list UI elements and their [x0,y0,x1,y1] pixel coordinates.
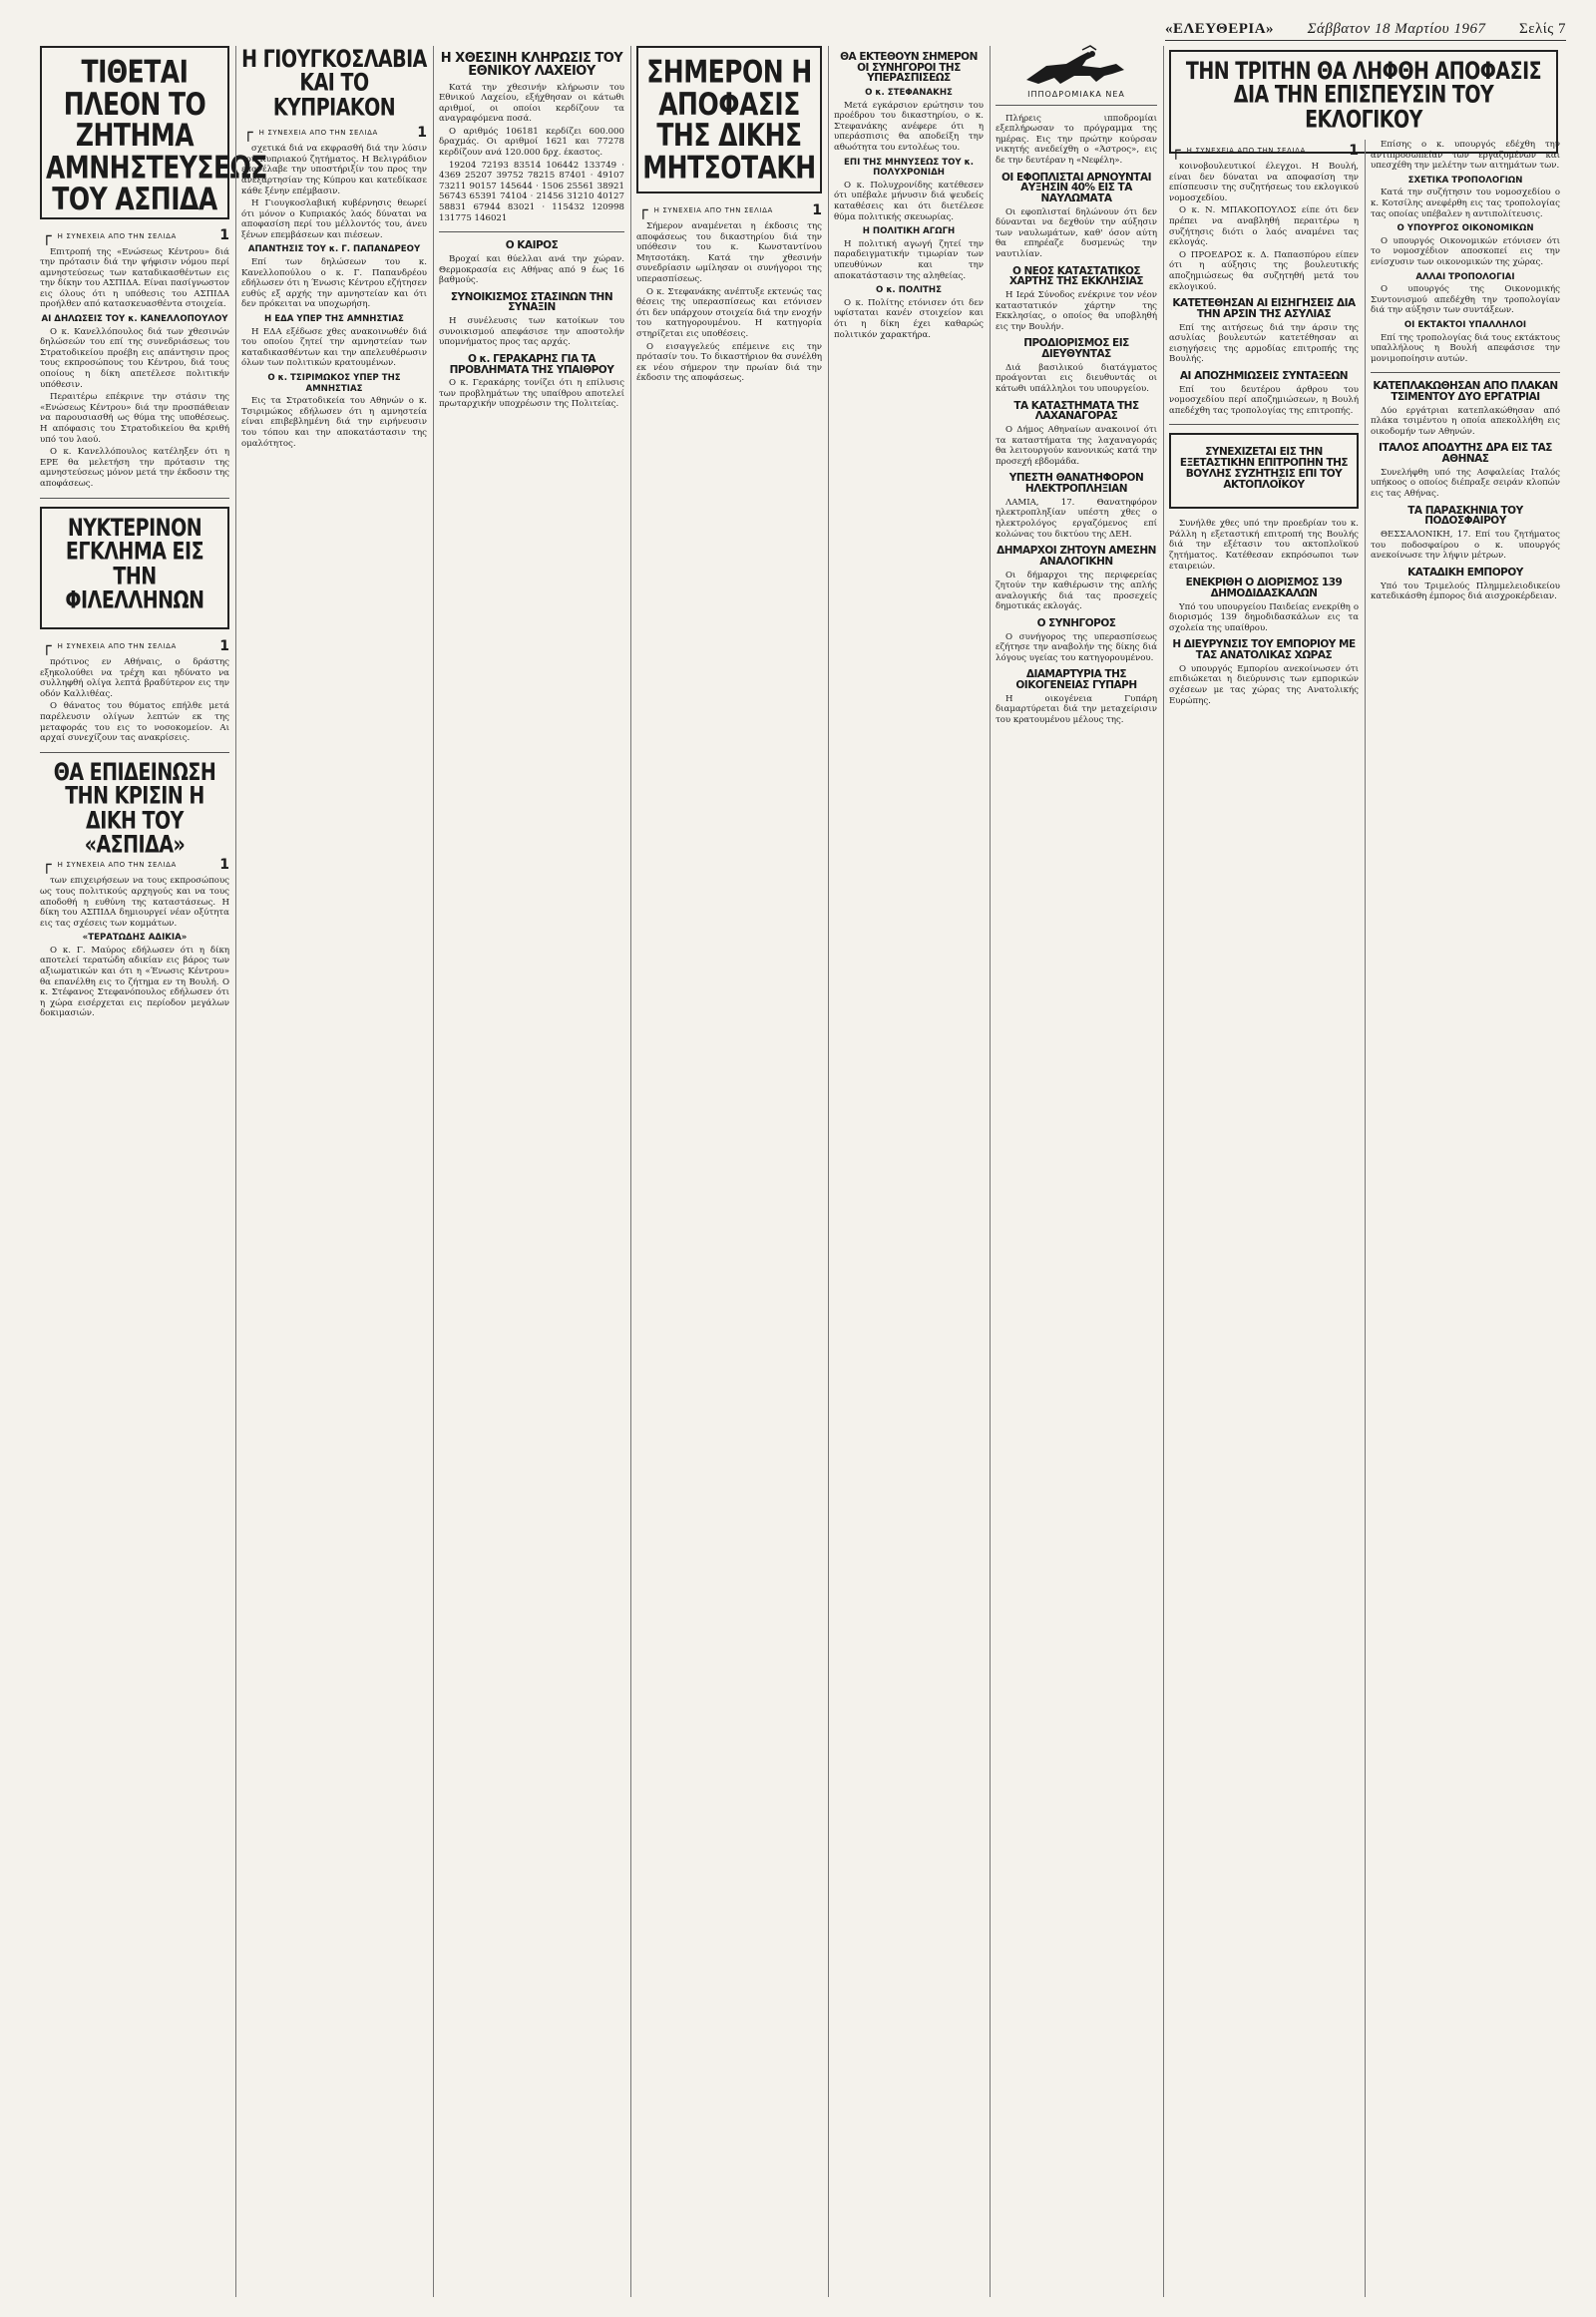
electoral-headline-box [1169,50,1558,154]
continued-label: Η ΣΥΝΕΧΕΙΑ ΑΠΟ ΤΗΝ ΣΕΛΙΔΑ [57,231,177,240]
article-paragraph: Επί της αιτήσεως διά την άρσιν της ασυλίας βουλευτών κατετέθησαν αι εισηγήσεις της αρμοδίας επιτροπής της Βουλής. [1169,322,1359,365]
teachers-headline: ΕΝΕΚΡΙΘΗ Ο ΔΙΟΡΙΣΜΟΣ 139 ΔΗΜΟΔΙΔΑΣΚΑΛΩΝ [1185,577,1343,599]
article-subhead: ΣΧΕΤΙΚΑ ΤΡΟΠΟΛΟΓΙΩΝ [1407,175,1523,186]
settlement-headline: ΣΥΝΟΙΚΙΣΜΟΣ ΣΤΑΣΙΝΩΝ ΤΗΝ ΣΥΝΑΞΙΝ [450,290,613,314]
article-paragraph: Η συνέλευσις των κατοίκων του συνοικισμού απεφάσισε την αποστολήν υπομνήματος προς τας αρχάς. [439,316,624,348]
article-subhead: ΑΛΛΑΙ ΤΡΟΠΟΛΟΓΙΑΙ [1415,271,1515,282]
continued-from [42,855,229,875]
column-2 [241,46,427,2297]
separator [1169,424,1359,425]
article-subhead: Η ΠΟΛΙΤΙΚΗ ΑΓΩΓΗ [862,226,956,237]
article-subhead: Ο ΥΠΟΥΡΓΟΣ ΟΙΚΟΝΟΜΙΚΩΝ [1396,223,1534,234]
continued-from [243,123,427,143]
column-5 [834,46,984,2297]
weather-headline: Ο ΚΑΙΡΟΣ [505,239,559,252]
masthead [1165,18,1566,41]
separator [439,231,624,232]
article-paragraph: Η οικογένεια Γυπάρη διαμαρτύρεται διά την μεταχείρισιν του κρατουμένου μέλους της. [996,693,1157,726]
article-paragraph: Συνελήφθη υπό της Ασφαλείας Ιταλός υπήκοος ο οποίος διέπραξε σειράν κλοπών εις τας Αθήνας. [1371,467,1560,500]
article-paragraph: Ο υπουργός Εμπορίου ανεκοίνωσεν ότι επιδιώκεται η διεύρυνσις των εμπορικών σχέσεων με τας χώρας της Ανατολικής Ευρώπης. [1169,663,1359,706]
continued-from [1171,141,1359,160]
continued-from [638,200,822,219]
continued-label: Η ΣΥΝΕΧΕΙΑ ΑΠΟ ΤΗΝ ΣΕΛΙΔΑ [57,642,177,651]
mayors-headline: ΔΗΜΑΡΧΟΙ ΖΗΤΟΥΝ ΑΜΕΣΗΝ ΑΝΑΛΟΓΙΚΗΝ [997,545,1156,568]
article-paragraph: Δύο εργάτριαι κατεπλακώθησαν από πλάκα τσιμέντου η οποία απεκολλήθη εις οικοδομήν των Αθηνών. [1371,405,1560,437]
article-paragraph: Υπό του υπουργείου Παιδείας ενεκρίθη ο διορισμός 139 δημοδιδασκάλων εις τα σχολεία της υπαίθρου. [1169,601,1359,633]
amnesty-headline: ΤΙΘΕΤΑΙ ΠΛΕΟΝ ΤΟ ΖΗΤΗΜΑ ΑΜΝΗΣΤΕΥΣΕΩΣ ΤΟΥ ΑΣΠΙΔΑ [46,53,267,217]
trade-headline: Η ΔΙΕΥΡΥΝΣΙΣ ΤΟΥ ΕΜΠΟΡΙΟΥ ΜΕ ΤΑΣ ΑΝΑΤΟΛΙΚΑΣ ΧΩΡΑΣ [1172,638,1356,662]
article-paragraph: Βροχαί και θύελλαι ανά την χώραν. Θερμοκρασία εις Αθήνας από 9 έως 16 βαθμούς. [439,253,624,286]
article-paragraph: Ο ΠΡΟΕΔΡΟΣ κ. Δ. Παπασπύρου είπεν ότι η αύξησις της βουλευτικής αποζημιώσεως θα συζητηθή μετά του εκλογικού. [1169,249,1359,292]
mitsotakis-headline: ΣΗΜΕΡΟΝ Η ΑΠΟΦΑΣΙΣ ΤΗΣ ΔΙΚΗΣ ΜΗΤΣΟΤΑΚΗ [642,53,816,186]
continued-label: Η ΣΥΝΕΧΕΙΑ ΑΠΟ ΤΗΝ ΣΕΛΙΔΑ [1186,147,1306,155]
lottery-headline: Η ΧΘΕΣΙΝΗ ΚΛΗΡΩΣΙΣ ΤΟΥ ΕΘΝΙΚΟΥ ΛΑΧΕΙΟΥ [440,51,623,80]
continued-bracket: ┌ [243,123,253,143]
separator [1371,372,1560,373]
column-rule [433,46,434,2297]
article-paragraph: Ο συνήγορος της υπερασπίσεως εζήτησε την αναβολήν της δίκης διά λόγους υγείας του κατηγορουμένου. [996,631,1157,663]
horse-racing-logo [996,46,1157,106]
article-paragraph: Σήμερον αναμένεται η έκδοσις της αποφάσεως του δικαστηρίου διά την υπόθεσιν του κ. Κωνσταντίνου Μητσοτάκη. Κατά την χθεσινήν συνεδρίασιν ωμίλησαν οι συνήγοροι της υπερασπίσεως. [636,221,822,284]
article-subhead: Ο κ. ΠΟΛΙΤΗΣ [876,285,942,296]
article-paragraph: σχετικά διά να εκφρασθή διά την λύσιν του Κυπριακού ζητήματος. Η Βελιγράδιον επανέλαβε την υποστήριξίν του προς την ανεξαρτησίαν της Κύπρου και κατεδίκασε κάθε ξένην επέμβασιν. [241,144,427,196]
column-rule [828,46,829,2297]
article-paragraph: Πλήρεις ιπποδρομίαι εξεπλήρωσαν το πρόγραμμα της ημέρας. Εις την πρώτην κούρσαν νικητής ανεδείχθη ο «Άστρος», εις δε την δευτέραν η «Νεφέλη». [996,113,1157,166]
cement-accident-headline: ΚΑΤΕΠΛΑΚΩΘΗΣΑΝ ΑΠΟ ΠΛΑΚΑΝ ΤΣΙΜΕΝΤΟΥ ΔΥΟ ΕΡΓΑΤΡΙΑΙ [1373,380,1558,403]
article-subhead: ΑΙ ΔΗΛΩΣΕΙΣ ΤΟΥ κ. ΚΑΝΕΛΛΟΠΟΥΛΟΥ [41,314,228,325]
article-paragraph: Εις τα Στρατοδικεία του Αθηνών ο κ. Τσιριμώκος εδήλωσεν ότι η αμνηστεία είναι επιβεβλημένη διά την ειρήνευσιν του τόπου και την αποκατάστασιν της ομαλότητος. [241,396,427,449]
continued-page: 1 [219,857,229,874]
electoral-headline-area [1169,50,1558,134]
amnesty-headline-box [40,46,267,219]
article-paragraph: Συνήλθε χθες υπό την προεδρίαν του κ. Ράλλη η εξεταστική επιτροπή της Βουλής διά την εξέτασιν του ακτοπλοϊκού ζητήματος. Κατέθεσαν εκπρόσωποι των εταιρειών. [1169,519,1359,572]
article-paragraph: Ο θάνατος του θύματος επήλθε μετά παρέλευσιν ολίγων λεπτών εκ της μεταφοράς του εις το νοσοκομείον. Αι αρχαί συνεχίζουν τας ανακρίσεις. [40,701,229,744]
article-paragraph: Ο Δήμος Αθηναίων ανακοινοί ότι τα καταστήματα της λαχαναγοράς θα λειτουργούν κανονικώς κατά την προσεχή εβδομάδα. [996,425,1157,467]
article-paragraph: Η πολιτική αγωγή ζητεί την παραδειγματικήν τιμωρίαν των υπευθύνων και την αποκατάστασιν της αληθείας. [834,238,984,281]
compensation-headline: ΑΙ ΑΠΟΖΗΜΙΩΣΕΙΣ ΣΥΝΤΑΞΕΩΝ [1179,369,1349,382]
aspida-crisis-headline: ΘΑ ΕΠΙΔΕΙΝΩΣΗ ΤΗΝ ΚΡΙΣΙΝ Η ΔΙΚΗ ΤΟΥ «ΑΣΠΙΔΑ» [53,758,216,859]
horse-icon [1016,46,1136,90]
mitsotakis-headline-box [636,46,822,193]
article-paragraph: Ο κ. Στεφανάκης ανέπτυξε εκτενώς τας θέσεις της υπερασπίσεως και ετόνισεν ότι δεν υπάρχουν στοιχεία διά την ενοχήν του κατηγορουμένου. Η κατηγορία στηρίζεται εις υποθέσεις. [636,286,822,339]
article-paragraph: Κατά την χθεσινήν κλήρωσιν του Εθνικού Λαχείου, εξήχθησαν οι κάτωθι αριθμοί, οι οποίοι κερδίζουν τα αναγραφόμενα ποσά. [439,82,624,125]
market-headline: ΤΑ ΚΑΤΑΣΤΗΜΑΤΑ ΤΗΣ ΛΑΧΑΝΑΓΟΡΑΣ [1013,399,1139,423]
article-paragraph: Κατά την συζήτησιν του νομοσχεδίου ο κ. Κοτσίλης ανεφέρθη εις τας τροπολογίας τας οποίας υπέβαλεν η αντιπολίτευσις. [1371,188,1560,219]
shipping-committee-headline: ΣΥΝΕΧΙΖΕΤΑΙ ΕΙΣ ΤΗΝ ΕΞΕΤΑΣΤΙΚΗΝ ΕΠΙΤΡΟΠΗΝ ΤΗΣ ΒΟΥΛΗΣ ΣΥΖΗΤΗΣΙΣ ΕΠΙ ΤΟΥ ΑΚΤΟΠΛΟΪΚΟΥ [1179,446,1349,491]
article-paragraph: Διά βασιλικού διατάγματος προάγονται εις διευθυντάς οι κάτωθι υπάλληλοι του υπουργείου. [996,362,1157,395]
continued-bracket: ┌ [1171,141,1181,160]
page-number: Σελίς 7 [1518,20,1566,37]
article-paragraph: Η Γιουγκοσλαβική κυβέρνησις θεωρεί ότι μόνον ο Κυπριακός λαός δύναται να αποφασίση περί του μέλλοντός του, άνευ ξένων επεμβάσεων και πιέσεων. [241,198,427,240]
article-paragraph: Ο κ. Κανελλόπουλος κατέληξεν ότι η ΕΡΕ θα μελετήση την πρότασιν της αμνηστεύσεως μόνον μετά την έκδοσιν της αποφάσεως. [40,447,229,489]
electrocution-headline: ΥΠΕΣΤΗ ΘΑΝΑΤΗΦΟΡΟΝ ΗΛΕΚΤΡΟΠΛΗΞΙΑΝ [1008,472,1144,496]
article-subhead: Η ΕΔΑ ΥΠΕΡ ΤΗΣ ΑΜΝΗΣΤΙΑΣ [264,314,404,325]
article-paragraph: Η ΕΔΑ εξέδωσε χθες ανακοινωθέν διά του οποίου ζητεί την αμνηστείαν των καταδικασθέντων και την απελευθέρωσιν όλων των πολιτικών κρατουμένων. [241,326,427,369]
article-paragraph: Ο εισαγγελεύς επέμεινε εις την πρότασίν του. Το δικαστήριον θα συνέλθη εκ νέου σήμερον την πρωίαν διά την έκδοσιν της αποφάσεως. [636,341,822,384]
article-paragraph: Η Ιερά Σύνοδος ενέκρινε τον νέον καταστατικόν χάρτην της Εκκλησίας, ο οποίος θα υποβληθή εις την Βουλήν. [996,290,1157,332]
article-paragraph: Επίσης ο κ. υπουργός εδέχθη την αντιπροσωπείαν των εργαζομένων και υπεσχέθη την μελέτην των αιτημάτων των. [1371,140,1560,172]
article-paragraph: Ο υπουργός της Οικονομικής Συντονισμού απεδέχθη την τροπολογίαν διά την αύξησιν των συντάξεων. [1371,284,1560,316]
immunity-headline: ΚΑΤΕΤΕΘΗΣΑΝ ΑΙ ΕΙΣΗΓΗΣΕΙΣ ΔΙΑ ΤΗΝ ΑΡΣΙΝ ΤΗΣ ΑΣΥΛΙΑΣ [1172,297,1356,320]
promotion-headline: ΠΡΟΔΙΟΡΙΣΜΟΣ ΕΙΣ ΔΙΕΥΘΥΝΤΑΣ [1023,337,1129,361]
column-rule [235,46,236,2297]
article-paragraph: Οι δήμαρχοι της περιφερείας ζητούν την καθιέρωσιν της απλής αναλογικής διά τας προσεχείς δημοτικάς εκλογάς. [996,570,1157,612]
continued-label: Η ΣΥΝΕΧΕΙΑ ΑΠΟ ΤΗΝ ΣΕΛΙΔΑ [653,206,773,214]
column-6 [996,46,1157,2297]
article-paragraph: Περαιτέρω επέκρινε την στάσιν της «Ενώσεως Κέντρου» διά την προσπάθειαν να παρουσιασθή ως θύμα της υποθέσεως. Η απόφασις του Στρατοδικείου θα κριθή υπό του λαού. [40,392,229,445]
continued-bracket: ┌ [42,225,52,245]
continued-page: 1 [1349,142,1359,159]
crime-headline: ΝΥΚΤΕΡΙΝΟΝ ΕΓΚΛΗΜΑ ΕΙΣ ΤΗΝ ΦΙΛΕΛΛΗΝΩΝ [65,514,204,614]
article-paragraph: Υπό του Τριμελούς Πλημμελειοδικείου κατεδικάσθη έμπορος διά αισχροκέρδειαν. [1371,580,1560,602]
article-paragraph: πρότινος εν Αθήναις, ο δράστης εξηκολούθει να τρέχη και ηδύνατο να συλληφθή ολίγα λεπτά βραδύτερον εις την οδόν Καλλιθέας. [40,657,229,699]
continued-from [42,636,229,656]
article-paragraph: Επί των δηλώσεων του κ. Κανελλοπούλου ο κ. Γ. Παπανδρέου εδήλωσεν ότι η Ένωσις Κέντρου εζήτησεν ευθύς εξ αρχής την αμνηστείαν και ότι δεν πρόκειται να υποχωρήση. [241,257,427,310]
article-paragraph: Ο κ. Πολυχρονίδης κατέθεσεν ότι υπέβαλε μήνυσιν διά ψευδείς καταθέσεις και ότι διετέλεσε θύμα πολιτικής σκευωρίας. [834,180,984,222]
column-rule [990,46,991,2297]
church-charter-headline: Ο ΝΕΟΣ ΚΑΤΑΣΤΑΤΙΚΟΣ ΧΑΡΤΗΣ ΤΗΣ ΕΚΚΛΗΣΙΑΣ [1008,264,1144,288]
article-subhead: ΑΠΑΝΤΗΣΙΣ ΤΟΥ κ. Γ. ΠΑΠΑΝΔΡΕΟΥ [247,244,421,255]
article-subhead: ΕΠΙ ΤΗΣ ΜΗΝΥΣΕΩΣ ΤΟΥ κ. ΠΟΛΥΧΡΟΝΙΔΗ [844,157,974,179]
defense-headline: ΘΑ ΕΚΤΕΘΟΥΝ ΣΗΜΕΡΟΝ ΟΙ ΣΥΝΗΓΟΡΟΙ ΤΗΣ ΥΠΕΡΑΣΠΙΣΕΩΣ [840,51,978,85]
article-paragraph: ΛΑΜΙΑ, 17. Θανατηφόρον ηλεκτροπληξίαν υπέστη χθες ο ηλεκτρολόγος εργαζόμενος επί κολώνας του δικτύου της ΔΕΗ. [996,497,1157,540]
continued-bracket: ┌ [638,200,648,219]
article-paragraph: ΘΕΣΣΑΛΟΝΙΚΗ, 17. Επί του ζητήματος του ποδοσφαίρου ο κ. υπουργός ανεκοίνωσε την λήψιν μέτρων. [1371,530,1560,562]
cyprus-headline: Η ΓΙΟΥΓΚΟΣΛΑΒΙΑ ΚΑΙ ΤΟ ΚΥΠΡΙΑΚΟΝ [241,45,427,122]
article-paragraph: Ο κ. Γερακάρης τονίζει ότι η επίλυσις των προβλημάτων της υπαίθρου αποτελεί πρωταρχικήν υποχρέωσιν της Πολιτείας. [439,378,624,410]
italian-thief-headline: ΙΤΑΛΟΣ ΑΠΟΔΥΤΗΣ ΔΡΑ ΕΙΣ ΤΑΣ ΑΘΗΝΑΣ [1379,442,1552,466]
continued-bracket: ┌ [42,636,52,656]
electoral-headline: ΤΗΝ ΤΡΙΤΗΝ ΘΑ ΛΗΦΘΗ ΑΠΟΦΑΣΙΣ ΔΙΑ ΤΗΝ ΕΠΙΣΠΕΥΣΙΝ ΤΟΥ ΕΚΛΟΓΙΚΟΥ [1185,57,1542,134]
crime-headline-box [40,507,229,630]
counsel-headline: Ο ΣΥΝΗΓΟΡΟΣ [1036,616,1116,629]
column-4 [636,46,822,2297]
article-paragraph: Ο κ. Γ. Μαύρος εδήλωσεν ότι η δίκη αποτελεί τερατώδη αδικίαν εις βάρος των αξιωματικών και ότι η «Ένωσις Κέντρου» θα επανέλθη εις το ζήτημα εν τη Βουλή. Ο κ. Στέφανος Στεφανόπουλος εδήλωσεν ότι η χώρα εισέρχεται εις περίοδον μεγάλων δοκιμασιών. [40,945,229,1019]
continued-label: Η ΣΥΝΕΧΕΙΑ ΑΠΟ ΤΗΝ ΣΕΛΙΔΑ [57,861,177,870]
horse-racing-title: ΙΠΠΟΔΡΟΜΙΑΚΑ ΝΕΑ [1027,90,1125,99]
column-rule [630,46,631,2297]
continued-page: 1 [219,227,229,244]
article-paragraph: Μετά εγκάρσιον ερώτησιν του προέδρου του δικαστηρίου, ο κ. Στεφανάκης ανέφερε ότι η υπεράσπισις θα αποδείξη την αθωότητα του εντολέως του. [834,100,984,154]
article-subhead: ΟΙ ΕΚΤΑΚΤΟΙ ΥΠΑΛΛΗΛΟΙ [1403,319,1527,330]
article-paragraph: Επιτροπή της «Ενώσεως Κέντρου» διά την πρότασιν διά την ψήφισιν νόμου περί αμνηστεύσεως των καταδικασθέντων εις την δίκην του ΑΣΠΙΔΑ. Είναι πασίγνωστον εις όλους ότι η υπόθεσις του ΑΣΠΙΔΑ προήλθεν από κατασκευασθέντα στοιχεία. [40,246,229,310]
article-subhead: Ο κ. ΣΤΕΦΑΝΑΚΗΣ [865,88,953,99]
gyparis-headline: ΔΙΑΜΑΡΤΥΡΙΑ ΤΗΣ ΟΙΚΟΓΕΝΕΙΑΣ ΓΥΠΑΡΗ [1015,668,1137,692]
article-paragraph: Επί της τροπολογίας διά τους εκτάκτους υπαλλήλους η Βουλή απεφάσισε την μονιμοποίησιν αυτών. [1371,332,1560,364]
continued-page: 1 [812,201,822,218]
separator [40,498,229,499]
merchant-conviction-headline: ΚΑΤΑΔΙΚΗ ΕΜΠΟΡΟΥ [1407,566,1523,579]
article-paragraph: Επί του δευτέρου άρθρου του νομοσχεδίου περί αποζημιώσεων, η Βουλή απεδέχθη τας τροπολογίας της επιτροπής. [1169,384,1359,416]
continued-bracket: ┌ [42,855,52,875]
article-paragraph: κοινοβουλευτικοί έλεγχοι. Η Βουλή, είναι δεν δύναται να αποφασίση την επίσπευσιν της συζητήσεως του εκλογικού νομοσχεδίου. [1169,162,1359,203]
continued-from [42,225,229,245]
article-paragraph: Ο υπουργός Οικονομικών ετόνισεν ότι το νομοσχέδιον αποσκοπεί εις την ενίσχυσιν των οικονομικών της χώρας. [1371,235,1560,267]
column-8 [1371,140,1560,2297]
lottery-numbers: 19204 72193 83514 106442 133749 · 4369 25207 39752 78215 87401 · 49107 73211 90157 145644 · 1506 25561 38921 56743 65391 74104 · 21456 31210 40127 58831 67944 83021 · 115432 120998 131775 146021 [439,160,624,223]
article-paragraph: των επιχειρήσεων να τους εκπροσώπους ως τους πολιτικούς αρχηγούς και να τους αποδοθή η ευθύνη της καταστάσεως. Η δίκη του ΑΣΠΙΔΑ δημιουργεί νέαν οξύτητα εις τας σχέσεις των κομμάτων. [40,876,229,929]
continued-page: 1 [219,637,229,654]
article-subhead: «ΤΕΡΑΤΩΔΗΣ ΑΔΙΚΙΑ» [82,933,188,944]
article-paragraph: Ο κ. Ν. ΜΠΑΚΟΠΟΥΛΟΣ είπε ότι δεν πρέπει να αναβληθή περαιτέρω η συζήτησις διότι ο λαός αναμένει τας εκλογάς. [1169,205,1359,248]
separator [40,752,229,753]
column-3 [439,46,624,2297]
column-1 [40,46,267,2297]
article-subhead: Ο κ. ΤΣΙΡΙΜΩΚΟΣ ΥΠΕΡ ΤΗΣ ΑΜΝΗΣΤΙΑΣ [267,373,401,394]
article-paragraph: Ο αριθμός 106181 κερδίζει 600.000 δραχμάς. Οι αριθμοί 1621 και 77278 κερδίζουν ανά 120.000 δρχ. έκαστος. [439,126,624,159]
column-7 [1169,140,1359,2297]
continued-label: Η ΣΥΝΕΧΕΙΑ ΑΠΟ ΤΗΝ ΣΕΛΙΔΑ [258,129,378,138]
article-paragraph: Οι εφοπλισταί δηλώνουν ότι δεν δύνανται να δεχθούν την αύξησιν των ναυλωμάτων, καθ' όσον αύτη θα επηρέαζε δυσμενώς την ναυτιλίαν. [996,206,1157,260]
column-rule [1365,140,1366,2297]
column-rule [1163,46,1164,2297]
continued-page: 1 [417,124,427,141]
article-paragraph: Ο κ. Κανελλόπουλος διά των χθεσινών δηλώσεών του επί της συνεδριάσεως του Στρατοδικείου προέβη εις απάντησιν προς τους εκπροσώπους του Κέντρου, διά τους οποίους η δίκη απετέλεσε πολιτικήν υπόθεσιν. [40,326,229,390]
football-headline: ΤΑ ΠΑΡΑΣΚΗΝΙΑ ΤΟΥ ΠΟΔΟΣΦΑΙΡΟΥ [1407,504,1523,528]
countryside-headline: Ο κ. ΓΕΡΑΚΑΡΗΣ ΓΙΑ ΤΑ ΠΡΟΒΛΗΜΑΤΑ ΤΗΣ ΥΠΑΙΘΡΟΥ [449,352,614,376]
paper-name: «ΕΛΕΥΘΕΡΙΑ» [1165,20,1275,37]
shipowners-headline: ΟΙ ΕΦΟΠΛΙΣΤΑΙ ΑΡΝΟΥΝΤΑΙ ΑΥΞΗΣΙΝ 40% ΕΙΣ ΤΑ ΝΑΥΛΩΜΑΤΑ [1001,171,1151,204]
issue-date: Σάββατον 18 Μαρτίου 1967 [1307,20,1486,37]
article-paragraph: Ο κ. Πολίτης ετόνισεν ότι δεν υφίσταται κανέν στοιχείον και ότι η δίκη έχει καθαρώς πολιτικόν χαρακτήρα. [834,297,984,340]
shipping-committee-box [1169,433,1359,509]
